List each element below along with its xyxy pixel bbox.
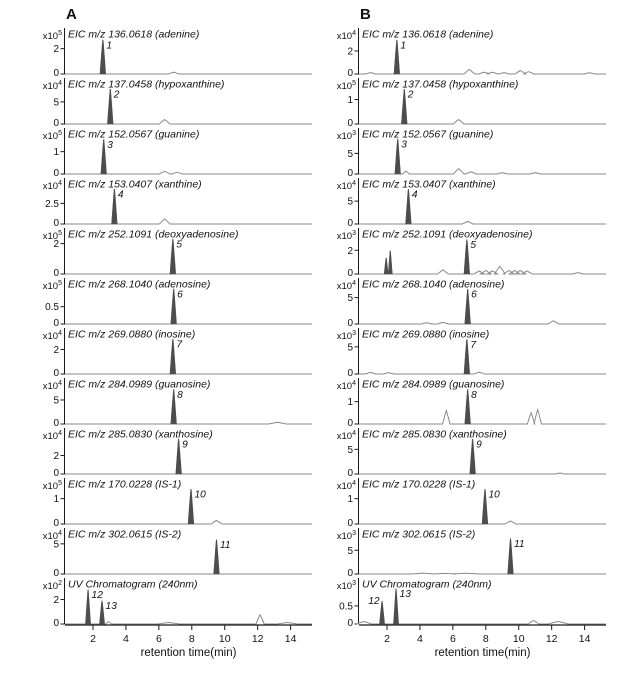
y-zero-label: 0 bbox=[347, 218, 353, 229]
y-scale-label: $x10^4$ bbox=[42, 430, 62, 442]
column-b-xaxis bbox=[314, 624, 608, 662]
y-scale-label: $x10^5$ bbox=[42, 130, 62, 142]
chromatogram-trace bbox=[359, 289, 606, 324]
y-zero-label: 0 bbox=[347, 168, 353, 179]
peak-number-label: 2 bbox=[113, 89, 120, 101]
y-tick-label: 5 bbox=[53, 539, 59, 551]
y-scale-label: $x10^4$ bbox=[42, 330, 62, 342]
chromatogram-trace bbox=[359, 439, 606, 474]
y-tick-label: 1 bbox=[347, 94, 353, 106]
chromatogram-trace bbox=[65, 339, 312, 374]
chromatogram-trace bbox=[65, 89, 312, 124]
y-zero-label: 0 bbox=[347, 318, 353, 329]
x-tick-label: 2 bbox=[90, 633, 96, 645]
panel-title: EIC m/z 153.0407 (xanthine) bbox=[68, 178, 202, 191]
peak-number-label: 13 bbox=[105, 601, 117, 613]
column-b-panels bbox=[314, 26, 608, 629]
y-tick-label: 2 bbox=[53, 239, 59, 251]
peak-number-label: 12 bbox=[368, 596, 380, 608]
chromatogram-trace bbox=[65, 389, 312, 424]
panel-title: EIC m/z 285.0830 (xanthosine) bbox=[68, 428, 213, 441]
peak-number-label: 5 bbox=[176, 239, 183, 251]
column-a-panels bbox=[20, 26, 314, 629]
y-scale-label: $x10^3$ bbox=[336, 230, 356, 242]
peak-number-label: 12 bbox=[91, 590, 103, 602]
x-tick-label: 8 bbox=[482, 633, 489, 645]
peak-number-label: 4 bbox=[117, 189, 124, 201]
panel-title: EIC m/z 302.0615 (IS-2) bbox=[68, 528, 182, 541]
y-zero-label: 0 bbox=[347, 68, 353, 79]
peak-number-label: 1 bbox=[400, 40, 407, 52]
peak-number-label: 7 bbox=[176, 339, 183, 351]
x-tick-label: 6 bbox=[155, 633, 162, 645]
y-tick-label: 5 bbox=[347, 545, 353, 557]
panel-title: EIC m/z 268.1040 (adenosine) bbox=[68, 278, 211, 291]
peak-number-label: 8 bbox=[471, 389, 477, 401]
panel-title: EIC m/z 152.0567 (guanine) bbox=[362, 128, 494, 141]
chromatogram-trace bbox=[65, 189, 312, 224]
column-b-label: B bbox=[360, 6, 371, 23]
peak-number-label: 6 bbox=[177, 289, 183, 301]
panel-A-11 bbox=[20, 526, 314, 579]
x-axis-title: retention time(min) bbox=[434, 647, 531, 659]
panel-A-7 bbox=[20, 326, 314, 379]
y-zero-label: 0 bbox=[53, 518, 59, 529]
y-scale-label: $x10^4$ bbox=[42, 380, 62, 392]
peak-number-label: 2 bbox=[407, 89, 414, 101]
panel-title: EIC m/z 252.1091 (deoxyadenosine) bbox=[68, 228, 239, 241]
y-tick-label: 5 bbox=[53, 395, 59, 407]
x-tick-label: 12 bbox=[545, 633, 558, 645]
x-tick-label: 14 bbox=[578, 633, 591, 645]
y-tick-label: 0.5 bbox=[339, 601, 353, 613]
panel-B-5 bbox=[314, 226, 608, 279]
chromatogram-trace bbox=[65, 239, 312, 274]
panel-title: EIC m/z 137.0458 (hypoxanthine) bbox=[68, 78, 225, 91]
y-scale-label: $x10^3$ bbox=[336, 530, 356, 542]
peak-number-label: 11 bbox=[513, 538, 525, 550]
y-tick-label: 2 bbox=[347, 46, 353, 58]
panel-B-7 bbox=[314, 326, 608, 379]
panel-title: EIC m/z 136.0618 (adenine) bbox=[362, 28, 494, 41]
y-zero-label: 0 bbox=[347, 618, 353, 629]
chromatogram-trace bbox=[359, 389, 606, 424]
panel-title: EIC m/z 137.0458 (hypoxanthine) bbox=[362, 78, 519, 91]
panel-B-11 bbox=[314, 526, 608, 579]
x-tick-label: 14 bbox=[284, 633, 297, 645]
y-tick-label: 2 bbox=[347, 245, 353, 257]
peak-number-label: 6 bbox=[471, 289, 477, 301]
y-tick-label: 5 bbox=[347, 293, 353, 305]
column-a-label: A bbox=[66, 6, 77, 23]
panel-A-12 bbox=[20, 576, 314, 629]
chromatogram-trace bbox=[65, 439, 312, 474]
panel-B-2 bbox=[314, 76, 608, 129]
y-zero-label: 0 bbox=[347, 468, 353, 479]
y-tick-label: 1 bbox=[53, 494, 59, 506]
panel-B-10 bbox=[314, 476, 608, 529]
x-axis-A bbox=[20, 624, 314, 662]
y-zero-label: 0 bbox=[53, 68, 59, 79]
x-axis-title: retention time(min) bbox=[140, 647, 237, 659]
y-scale-label: $x10^4$ bbox=[336, 480, 356, 492]
panel-title: EIC m/z 153.0407 (xanthine) bbox=[362, 178, 496, 191]
y-zero-label: 0 bbox=[53, 618, 59, 629]
y-scale-label: $x10^5$ bbox=[42, 280, 62, 292]
panel-B-1 bbox=[314, 26, 608, 79]
panel-title: EIC m/z 269.0880 (inosine) bbox=[362, 328, 490, 341]
y-tick-label: 2 bbox=[53, 450, 59, 462]
y-scale-label: $x10^5$ bbox=[336, 80, 356, 92]
chromatogram-trace bbox=[65, 540, 312, 574]
panel-title: EIC m/z 170.0228 (IS-1) bbox=[362, 478, 476, 491]
panel-title: EIC m/z 302.0615 (IS-2) bbox=[362, 528, 476, 541]
y-zero-label: 0 bbox=[53, 268, 59, 279]
x-tick-label: 10 bbox=[512, 633, 525, 645]
chromatogram-trace bbox=[359, 189, 606, 224]
x-tick-label: 4 bbox=[123, 633, 129, 645]
chromatogram-trace bbox=[359, 240, 606, 274]
y-tick-label: 1 bbox=[53, 147, 59, 159]
y-tick-label: 0.5 bbox=[45, 302, 59, 314]
chromatogram-trace bbox=[359, 538, 606, 574]
y-tick-label: 2 bbox=[53, 44, 59, 56]
x-tick-label: 2 bbox=[384, 633, 390, 645]
panel-title: EIC m/z 285.0830 (xanthosine) bbox=[362, 428, 507, 441]
peak-number-label: 13 bbox=[399, 589, 411, 601]
panel-A-2 bbox=[20, 76, 314, 129]
column-a-xaxis bbox=[20, 624, 314, 662]
peak-number-label: 10 bbox=[194, 489, 206, 501]
y-tick-label: 5 bbox=[347, 342, 353, 354]
peak-number-label: 5 bbox=[470, 240, 477, 252]
y-zero-label: 0 bbox=[53, 318, 59, 329]
y-scale-label: $x10^4$ bbox=[336, 30, 356, 42]
panel-title: UV Chromatogram (240nm) bbox=[362, 578, 492, 591]
x-tick-label: 10 bbox=[218, 633, 231, 645]
y-zero-label: 0 bbox=[347, 418, 353, 429]
y-zero-label: 0 bbox=[53, 418, 59, 429]
y-scale-label: $x10^2$ bbox=[42, 580, 62, 592]
panel-title: EIC m/z 252.1091 (deoxyadenosine) bbox=[362, 228, 533, 241]
chromatogram-trace bbox=[65, 289, 312, 324]
peak-number-label: 8 bbox=[177, 389, 183, 401]
panel-A-4 bbox=[20, 176, 314, 229]
x-axis-B bbox=[314, 624, 608, 662]
y-scale-label: $x10^4$ bbox=[42, 530, 62, 542]
peak-number-label: 9 bbox=[476, 439, 482, 451]
panel-A-5 bbox=[20, 226, 314, 279]
y-zero-label: 0 bbox=[347, 568, 353, 579]
peak-number-label: 10 bbox=[488, 489, 500, 501]
x-tick-label: 6 bbox=[449, 633, 456, 645]
panel-A-10 bbox=[20, 476, 314, 529]
panel-title: EIC m/z 284.0989 (guanosine) bbox=[68, 378, 211, 391]
peak-number-label: 11 bbox=[219, 540, 231, 552]
panel-B-12 bbox=[314, 576, 608, 629]
y-tick-label: 2 bbox=[53, 344, 59, 356]
y-scale-label: $x10^4$ bbox=[336, 280, 356, 292]
column-a bbox=[20, 6, 314, 662]
panel-B-4 bbox=[314, 176, 608, 229]
y-zero-label: 0 bbox=[53, 118, 59, 129]
y-tick-label: 1 bbox=[347, 494, 353, 506]
y-zero-label: 0 bbox=[53, 218, 59, 229]
y-tick-label: 5 bbox=[53, 97, 59, 109]
peak-fill bbox=[384, 240, 469, 274]
panel-A-9 bbox=[20, 426, 314, 479]
x-tick-label: 12 bbox=[251, 633, 264, 645]
panel-A-8 bbox=[20, 376, 314, 429]
chromatogram-trace bbox=[359, 89, 606, 124]
y-tick-label: 1 bbox=[347, 397, 353, 409]
y-zero-label: 0 bbox=[347, 518, 353, 529]
panel-title: EIC m/z 284.0989 (guanosine) bbox=[362, 378, 505, 391]
y-zero-label: 0 bbox=[347, 268, 353, 279]
peak-number-label: 9 bbox=[182, 439, 188, 451]
peak-number-label: 3 bbox=[107, 139, 113, 151]
y-zero-label: 0 bbox=[53, 368, 59, 379]
panel-title: EIC m/z 268.1040 (adenosine) bbox=[362, 278, 505, 291]
y-zero-label: 0 bbox=[347, 368, 353, 379]
y-scale-label: $x10^5$ bbox=[42, 480, 62, 492]
y-scale-label: $x10^4$ bbox=[336, 380, 356, 392]
y-scale-label: $x10^3$ bbox=[336, 130, 356, 142]
peak-number-label: 4 bbox=[411, 189, 418, 201]
y-tick-label: 2 bbox=[53, 594, 59, 606]
panel-A-6 bbox=[20, 276, 314, 329]
y-tick-label: 5 bbox=[347, 196, 353, 208]
y-scale-label: $x10^3$ bbox=[336, 580, 356, 592]
y-scale-label: $x10^3$ bbox=[336, 330, 356, 342]
panel-B-9 bbox=[314, 426, 608, 479]
x-tick-label: 4 bbox=[417, 633, 423, 645]
panel-A-1 bbox=[20, 26, 314, 79]
panel-title: UV Chromatogram (240nm) bbox=[68, 578, 198, 591]
y-scale-label: $x10^4$ bbox=[336, 430, 356, 442]
y-scale-label: $x10^5$ bbox=[42, 30, 62, 42]
y-scale-label: $x10^4$ bbox=[42, 80, 62, 92]
y-scale-label: $x10^5$ bbox=[42, 230, 62, 242]
peak-number-label: 3 bbox=[401, 139, 407, 151]
panel-title: EIC m/z 136.0618 (adenine) bbox=[68, 28, 200, 41]
y-scale-label: $x10^4$ bbox=[336, 180, 356, 192]
y-tick-label: 2.5 bbox=[45, 198, 59, 210]
peak-fill bbox=[380, 589, 399, 625]
y-tick-label: 5 bbox=[347, 444, 353, 456]
panel-B-3 bbox=[314, 126, 608, 179]
y-zero-label: 0 bbox=[53, 168, 59, 179]
panel-B-6 bbox=[314, 276, 608, 329]
y-zero-label: 0 bbox=[53, 468, 59, 479]
y-zero-label: 0 bbox=[53, 568, 59, 579]
y-tick-label: 5 bbox=[347, 148, 353, 160]
y-zero-label: 0 bbox=[347, 118, 353, 129]
y-scale-label: $x10^4$ bbox=[42, 180, 62, 192]
column-b bbox=[314, 6, 608, 662]
peak-number-label: 7 bbox=[470, 339, 477, 351]
panel-title: EIC m/z 170.0228 (IS-1) bbox=[68, 478, 182, 491]
panel-title: EIC m/z 269.0880 (inosine) bbox=[68, 328, 196, 341]
panel-A-3 bbox=[20, 126, 314, 179]
panel-B-8 bbox=[314, 376, 608, 429]
x-tick-label: 8 bbox=[188, 633, 195, 645]
panel-title: EIC m/z 152.0567 (guanine) bbox=[68, 128, 200, 141]
peak-number-label: 1 bbox=[106, 40, 113, 52]
chromatogram-trace bbox=[359, 339, 606, 374]
